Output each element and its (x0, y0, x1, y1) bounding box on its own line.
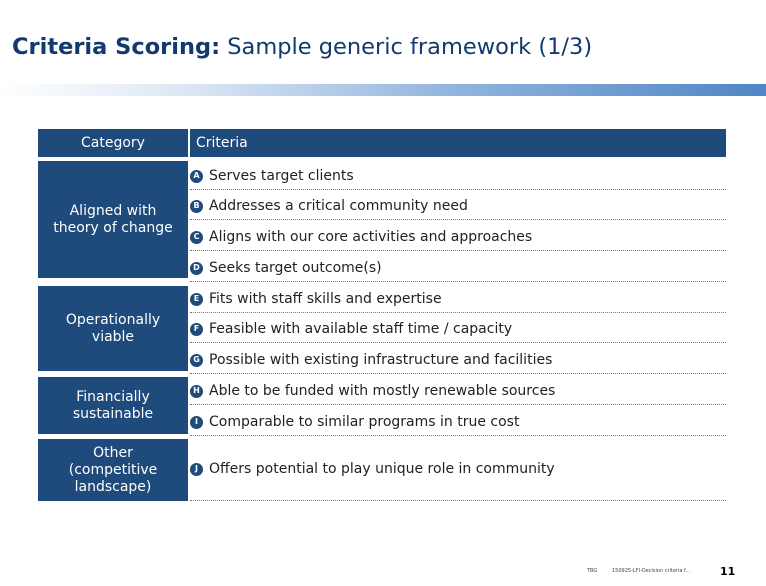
criterion-row (190, 319, 726, 339)
criterion-row (190, 381, 726, 401)
header-criteria: Criteria (190, 129, 726, 157)
row-divider (190, 281, 726, 282)
letter-badge-icon: I (190, 416, 203, 429)
row-divider (190, 219, 726, 220)
page-number: 11 (720, 565, 736, 578)
letter-badge-icon: B (190, 200, 203, 213)
row-divider (190, 404, 726, 405)
letter-badge-icon: H (190, 385, 203, 398)
category-aligned (38, 161, 188, 278)
letter-badge-icon: J (190, 463, 203, 476)
letter-badge-icon: F (190, 323, 203, 336)
row-divider (190, 373, 726, 374)
category-line: theory of change (53, 219, 173, 236)
category-line: Other (93, 444, 133, 461)
criterion-row (190, 196, 726, 216)
row-divider (190, 342, 726, 343)
letter-badge-icon: D (190, 262, 203, 275)
criterion-text: Feasible with available staff time / capacity (209, 321, 513, 337)
row-divider (190, 312, 726, 313)
criterion-text: Comparable to similar programs in true cost (209, 414, 520, 430)
page-title (12, 34, 592, 60)
footer-file: 150925-LFI-Decision criteria f... (612, 568, 691, 574)
criterion-row (190, 289, 726, 309)
criterion-row (190, 227, 726, 247)
criterion-text: Aligns with our core activities and approaches (209, 229, 533, 245)
category-line: (competitive (68, 461, 158, 478)
row-divider (190, 435, 726, 436)
row-divider (190, 250, 726, 251)
letter-badge-icon: C (190, 231, 203, 244)
row-divider (190, 189, 726, 190)
letter-badge-icon: A (190, 170, 203, 183)
criterion-row (190, 350, 726, 370)
criterion-text: Able to be funded with mostly renewable sources (209, 383, 556, 399)
row-divider (190, 500, 726, 501)
footer-org: TBG (587, 568, 598, 574)
criterion-text: Fits with staff skills and expertise (209, 291, 442, 307)
category-line: Financially (76, 388, 150, 405)
category-line: viable (91, 328, 135, 345)
category-operational (38, 286, 188, 371)
title-bold: Criteria Scoring: (12, 34, 221, 60)
category-other (38, 439, 188, 501)
category-line: Operationally (65, 311, 161, 328)
criterion-text: Offers potential to play unique role in community (209, 461, 555, 477)
criterion-text: Addresses a critical community need (209, 198, 468, 214)
criterion-row (190, 258, 726, 278)
criterion-text: Seeks target outcome(s) (209, 260, 382, 276)
category-financial (38, 377, 188, 434)
category-line: Aligned with (69, 202, 157, 219)
letter-badge-icon: G (190, 354, 203, 367)
criterion-row (190, 459, 726, 479)
category-line: landscape) (74, 478, 152, 495)
title-rest: Sample generic framework (1/3) (220, 34, 593, 60)
criterion-text: Possible with existing infrastructure and facilities (209, 352, 553, 368)
criterion-text: Serves target clients (209, 168, 354, 184)
criterion-row (190, 412, 726, 432)
category-line: sustainable (72, 405, 154, 422)
letter-badge-icon: E (190, 293, 203, 306)
header-category: Category (38, 129, 188, 157)
title-gradient-bar (0, 84, 766, 96)
criterion-row (190, 166, 726, 186)
